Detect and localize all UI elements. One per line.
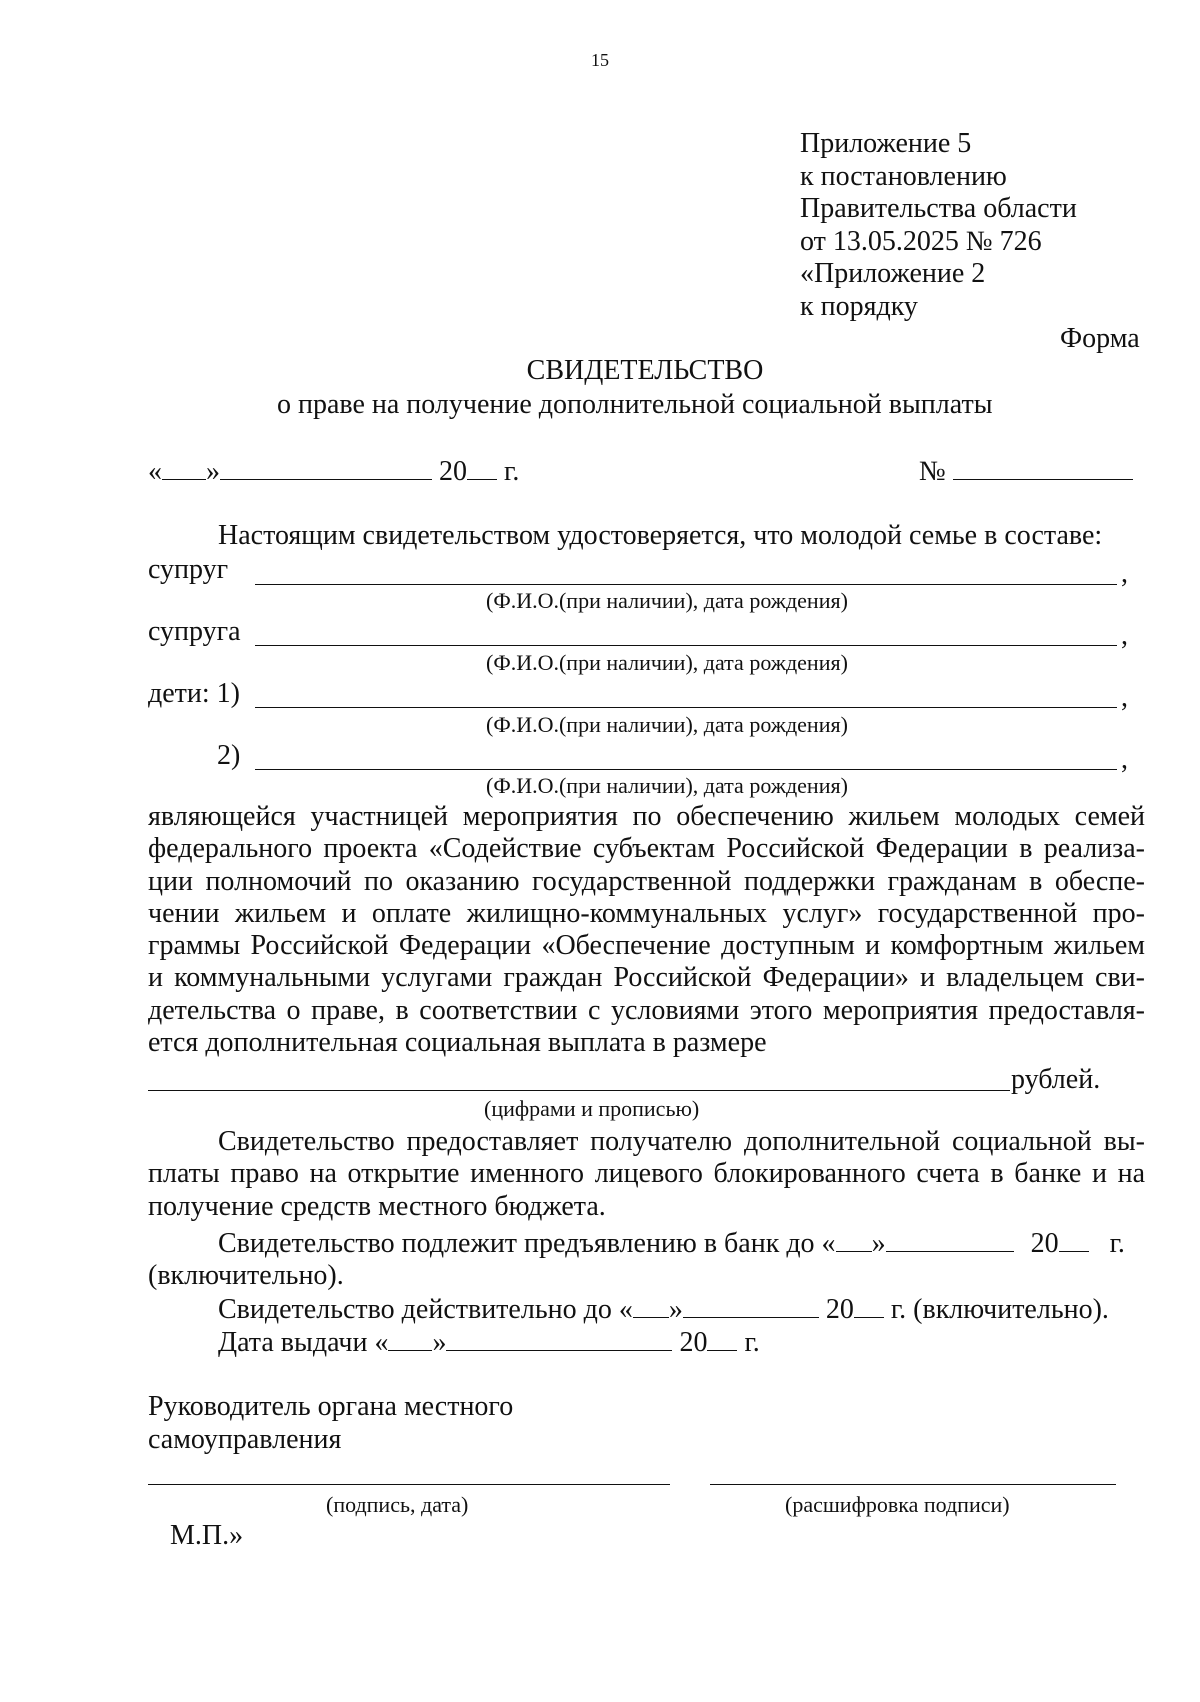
- valid-month-blank[interactable]: [683, 1293, 819, 1318]
- document-title: СВИДЕТЕЛЬСТВО: [526, 355, 764, 386]
- form-label: Форма: [1060, 323, 1140, 354]
- member-label-husband: супруг: [148, 554, 229, 585]
- appendix-line: от 13.05.2025 № 726: [800, 225, 1042, 257]
- decoding-caption: (расшифровка подписи): [785, 1492, 1010, 1517]
- member-comma: ,: [1121, 682, 1128, 713]
- bank-year-blank[interactable]: [1059, 1227, 1089, 1252]
- member-caption: (Ф.И.О.(при наличии), дата рождения): [486, 712, 848, 737]
- valid-suffix: г. (включительно).: [890, 1294, 1109, 1325]
- decoding-blank[interactable]: [710, 1484, 1116, 1485]
- amount-blank[interactable]: [148, 1090, 1010, 1091]
- bank-month-blank[interactable]: [886, 1227, 1014, 1252]
- body-line: граммы Российской Федерации «Обеспечение доступным и комфортным жильем: [148, 930, 1145, 962]
- body-line: чении жильем и оплате жилищно-коммунальных услуг» государственной про-: [148, 897, 1145, 929]
- bank-day-blank[interactable]: [836, 1227, 872, 1252]
- wife-blank[interactable]: [255, 645, 1117, 646]
- inclusive-text: (включительно).: [148, 1260, 344, 1291]
- bank-year: 20: [1030, 1228, 1059, 1259]
- husband-blank[interactable]: [255, 584, 1117, 585]
- number-sign: №: [919, 456, 946, 487]
- member-caption: (Ф.И.О.(при наличии), дата рождения): [486, 773, 848, 798]
- valid-year: 20: [825, 1294, 854, 1325]
- child-2-blank[interactable]: [255, 769, 1117, 770]
- member-label-child-2: 2): [217, 740, 241, 771]
- body-line: ции полномочий по оказанию государственной поддержки гражданам в обеспе-: [148, 865, 1145, 897]
- body-line: ется дополнительная социальная выплата в размере: [148, 1027, 767, 1059]
- valid-day-blank[interactable]: [633, 1293, 669, 1318]
- member-label-child-1: дети: 1): [148, 678, 240, 709]
- valid-text: Свидетельство действительно до «: [218, 1294, 633, 1325]
- rights-line: получение средств местного бюджета.: [148, 1190, 606, 1222]
- year-blank[interactable]: [467, 455, 497, 480]
- body-line: детельства о праве, в соответствии с условиями этого мероприятия предоставля-: [148, 994, 1145, 1026]
- body-line: федерального проекта «Содействие субъектам Российской Федерации в реализа-: [148, 833, 1145, 865]
- amount-caption: (цифрами и прописью): [484, 1096, 700, 1121]
- member-comma: ,: [1121, 620, 1128, 651]
- valid-line: [218, 1293, 1109, 1326]
- number-blank[interactable]: [953, 455, 1133, 480]
- member-comma: ,: [1121, 744, 1128, 775]
- body-paragraph: [148, 801, 1145, 1059]
- issue-suffix: г.: [744, 1327, 760, 1358]
- year-suffix: г.: [504, 456, 520, 487]
- member-label-wife: супруга: [148, 616, 241, 647]
- month-blank[interactable]: [220, 455, 432, 480]
- stamp-label: М.П.»: [170, 1520, 244, 1551]
- appendix-line: Правительства области: [800, 193, 1077, 224]
- bank-text: Свидетельство подлежит предъявлению в банк до «: [218, 1228, 836, 1259]
- body-line: являющейся участницей мероприятия по обеспечению жильем молодых семей: [148, 801, 1145, 832]
- day-blank[interactable]: [162, 455, 206, 480]
- year-prefix: 20: [439, 456, 467, 487]
- appendix-line: «Приложение 2: [800, 258, 986, 289]
- signatory-line: самоуправления: [148, 1424, 342, 1455]
- document-subtitle: о праве на получение дополнительной социальной выплаты: [277, 389, 993, 420]
- member-caption: (Ф.И.О.(при наличии), дата рождения): [486, 650, 848, 675]
- intro-text: Настоящим свидетельством удостоверяется, что молодой семье в составе:: [218, 520, 1103, 551]
- signatory: [148, 1390, 513, 1456]
- issue-year-blank[interactable]: [707, 1326, 737, 1351]
- close-quote: »: [206, 456, 220, 487]
- signatory-line: Руководитель органа местного: [148, 1391, 514, 1422]
- rights-paragraph: [148, 1126, 1145, 1223]
- valid-close-quote: »: [668, 1294, 683, 1325]
- issue-month-blank[interactable]: [446, 1326, 672, 1351]
- issue-line: [218, 1326, 760, 1359]
- bank-close-quote: »: [871, 1228, 886, 1259]
- number-line: [919, 455, 1133, 488]
- rights-line: платы право на открытие именного лицевого блокированного счета в банке и на: [148, 1158, 1145, 1190]
- issue-text: Дата выдачи «: [218, 1327, 389, 1358]
- page-number: 15: [591, 50, 609, 70]
- amount-suffix: рублей.: [1011, 1064, 1101, 1095]
- rights-line: Свидетельство предоставляет получателю дополнительной социальной вы-: [218, 1126, 1145, 1157]
- bank-line: [218, 1227, 1125, 1260]
- issue-year: 20: [679, 1327, 708, 1358]
- member-caption: (Ф.И.О.(при наличии), дата рождения): [486, 588, 848, 613]
- member-comma: ,: [1121, 558, 1128, 589]
- issue-day-blank[interactable]: [388, 1326, 432, 1351]
- appendix-header: [800, 128, 1077, 323]
- child-1-blank[interactable]: [255, 707, 1117, 708]
- appendix-line: к постановлению: [800, 160, 1007, 192]
- appendix-line: Приложение 5: [800, 128, 972, 159]
- open-quote: «: [148, 456, 162, 487]
- bank-suffix: г.: [1109, 1228, 1125, 1259]
- issue-close-quote: »: [432, 1327, 447, 1358]
- body-line: и коммунальными услугами граждан Российской Федерации» и владельцем сви-: [148, 962, 1145, 994]
- signature-blank[interactable]: [148, 1484, 670, 1485]
- signature-caption: (подпись, дата): [326, 1492, 469, 1517]
- appendix-line: к порядку: [800, 290, 918, 322]
- valid-year-blank[interactable]: [854, 1293, 884, 1318]
- date-line: [148, 455, 519, 488]
